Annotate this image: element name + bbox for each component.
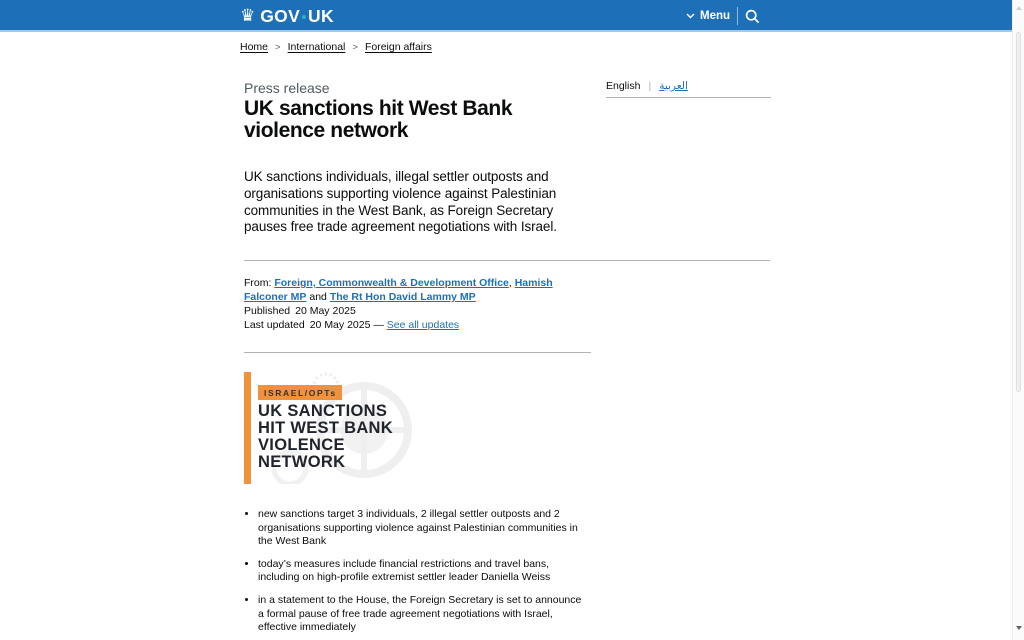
- bullet-item: • today’s measures include financial restrictions and travel bans, including on high-profile extremist settler leader Daniella Weiss: [258, 558, 590, 585]
- logo-uk: UK: [308, 5, 334, 26]
- banner-headline-line: UK SANCTIONS: [258, 402, 388, 420]
- logo-gov: GOV: [260, 5, 301, 26]
- scroll-down-arrow-icon[interactable]: [1016, 626, 1022, 630]
- scroll-up-arrow-icon[interactable]: [1016, 6, 1022, 10]
- header-divider: [737, 7, 738, 25]
- bullet-item: • in a statement to the House, the Foreign Secretary is set to announce a formal pause of free trade agreement negotiations with Israel, effective immediately: [258, 594, 590, 635]
- language-link-arabic[interactable]: العربية: [659, 80, 688, 92]
- bullet-item: • new sanctions target 3 individuals, 2 illegal settler outposts and 2 organisations supporting violence against Palestinian communities in the West Bank: [258, 508, 590, 549]
- published-label: Published: [244, 305, 291, 317]
- from-link-hamish-falconer[interactable]: Hamish Falconer MP: [244, 277, 553, 303]
- language-current: English: [606, 80, 641, 92]
- crown-icon: ♛: [240, 5, 256, 25]
- language-divider: |: [648, 80, 652, 92]
- banner-headline-line: NETWORK: [258, 453, 346, 471]
- see-all-updates-link[interactable]: See all updates: [386, 319, 460, 331]
- updated-date: 20 May 2025: [309, 319, 371, 331]
- section-rule: [244, 352, 591, 353]
- from-link-fcdo[interactable]: Foreign, Commonwealth & Development Office: [274, 277, 509, 289]
- breadcrumb-link-home[interactable]: Home: [240, 41, 269, 53]
- logo-dot: [302, 15, 306, 19]
- breadcrumb-link-foreign-affairs[interactable]: Foreign affairs: [364, 41, 432, 53]
- breadcrumb-separator: >: [275, 41, 281, 53]
- vertical-scrollbar[interactable]: [1012, 0, 1024, 640]
- section-rule: [244, 260, 770, 261]
- breadcrumb-separator: >: [352, 41, 358, 53]
- from-label: From:: [244, 277, 272, 289]
- article-caption: Press release: [244, 80, 330, 96]
- updated-label: Last updated: [244, 319, 305, 331]
- search-icon: [745, 9, 760, 24]
- press-release-banner-image: [244, 372, 417, 484]
- logo-text: [260, 6, 334, 27]
- search-button[interactable]: [745, 9, 760, 24]
- from-link-david-lammy[interactable]: The Rt Hon David Lammy MP: [329, 291, 476, 303]
- breadcrumb: [240, 41, 432, 53]
- metadata-updated: [244, 319, 459, 331]
- govuk-logo[interactable]: [240, 0, 334, 32]
- breadcrumb-link-international[interactable]: International: [287, 41, 346, 53]
- banner-headline-line: VIOLENCE: [258, 436, 345, 454]
- lead-paragraph: UK sanctions individuals, illegal settler outposts and organisations supporting violence against Palestinian communities in the West Bank, as Foreign Secretary pauses free trade agreement negotiations with Israel.: [244, 169, 557, 235]
- banner-headline-line: HIT WEST BANK: [258, 419, 393, 437]
- scrollbar-thumb[interactable]: [1016, 32, 1021, 392]
- site-header: [0, 0, 1012, 32]
- menu-label: Menu: [700, 10, 731, 22]
- updated-dash: —: [373, 319, 384, 331]
- banner-headline: [258, 403, 393, 471]
- metadata-from: [244, 276, 596, 304]
- page-title: UK sanctions hit West Bank violence network: [244, 97, 513, 142]
- language-switcher: [606, 80, 771, 92]
- menu-button[interactable]: [686, 0, 730, 32]
- from-comma: ,: [508, 277, 512, 289]
- banner-tag: ISRAEL/OPTs: [258, 385, 342, 400]
- chevron-down-icon: [686, 13, 695, 19]
- summary-bullet-list: [244, 508, 590, 640]
- metadata-published: [244, 305, 356, 317]
- from-and: and: [309, 291, 327, 303]
- published-date: 20 May 2025: [295, 305, 356, 317]
- banner-accent-bar: [244, 372, 251, 484]
- language-rule: [606, 97, 771, 98]
